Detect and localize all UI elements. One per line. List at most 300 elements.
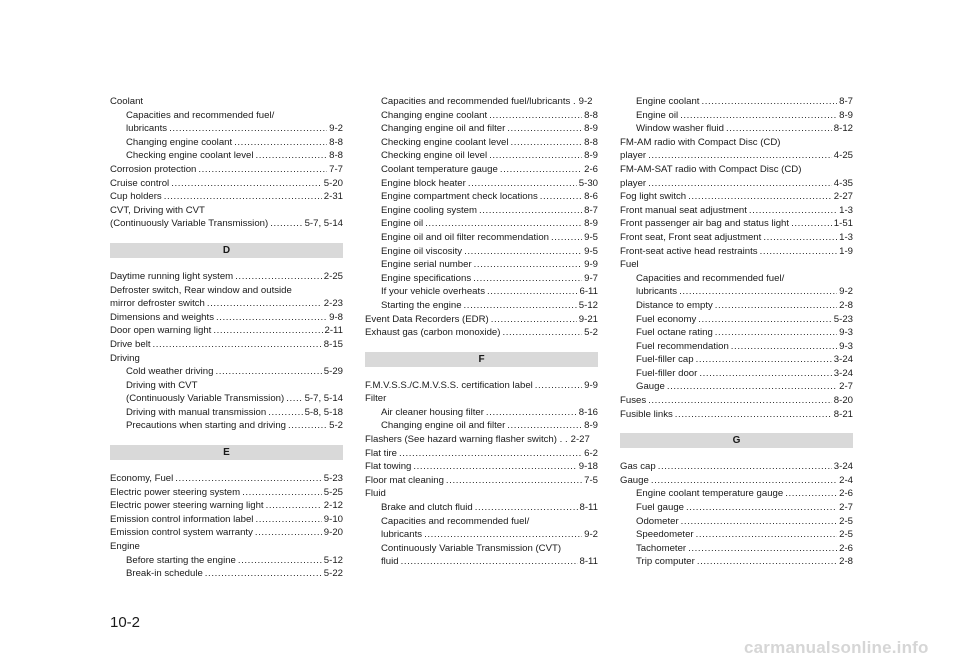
entry-page-ref: 8-7 <box>839 96 853 107</box>
entry-text: Coolant <box>110 96 144 107</box>
entry-text: Fuses <box>620 395 647 407</box>
dot-leader <box>696 353 832 367</box>
entry-text: Engine specifications <box>381 272 472 284</box>
index-entry <box>110 472 343 486</box>
index-subentry <box>110 149 343 163</box>
entry-text: Engine oil <box>636 109 679 121</box>
index-entry <box>620 394 853 408</box>
entry-text: Engine compartment check locations <box>381 191 538 203</box>
entry-page-ref: 8-8 <box>329 136 343 148</box>
entry-page-ref: 7-7 <box>329 163 343 175</box>
index-entry <box>620 177 853 191</box>
dot-leader <box>688 190 832 204</box>
entry-text: Checking engine coolant level <box>381 136 509 148</box>
entry-page-ref: 8-8 <box>584 136 598 148</box>
entry-text: Changing engine coolant <box>126 136 233 148</box>
entry-page-ref: 5-8, 5-18 <box>304 406 343 418</box>
dot-leader <box>164 190 322 204</box>
entry-text: Coolant temperature gauge <box>381 163 498 175</box>
entry-text: Fuel octane rating <box>636 327 713 339</box>
entry-page-ref: 8-11 <box>579 502 598 514</box>
entry-text: Speedometer <box>636 529 694 541</box>
dot-leader <box>198 163 327 177</box>
index-subentry <box>620 285 853 299</box>
index-entry <box>620 231 853 245</box>
entry-page-ref: 5-12 <box>323 554 343 566</box>
entry-page-ref: 2-25 <box>323 270 343 282</box>
entry-page-ref: 8-9 <box>584 218 598 230</box>
entry-text: lubricants <box>126 123 168 135</box>
entry-page-ref: 8-20 <box>833 395 853 407</box>
index-subentry <box>620 528 853 542</box>
entry-text: Continuously Variable Transmission (CVT) <box>381 542 562 554</box>
entry-page-ref: 6-11 <box>579 286 598 298</box>
index-subentry <box>365 149 598 163</box>
entry-page-ref: 8-16 <box>578 406 598 418</box>
entry-text: Changing engine coolant <box>381 109 488 121</box>
entry-text: Engine block heater <box>381 177 466 189</box>
dot-leader <box>479 204 582 218</box>
dot-leader <box>699 367 831 381</box>
entry-text: Engine serial number <box>381 259 472 271</box>
index-subentry <box>620 313 853 327</box>
dot-leader <box>507 419 582 433</box>
dot-leader <box>698 313 832 327</box>
entry-text: Filter <box>365 393 387 405</box>
dot-leader <box>491 313 577 327</box>
index-subentry <box>365 136 598 150</box>
entry-text: Door open warning light <box>110 325 212 337</box>
index-entry <box>620 190 853 204</box>
entry-text: Gas cap <box>620 461 656 473</box>
dot-leader <box>502 326 582 340</box>
index-subentry <box>365 555 598 569</box>
dot-leader <box>171 177 322 191</box>
entry-page-ref: 2-6 <box>584 163 598 175</box>
index-entry <box>110 163 343 177</box>
entry-text: Defroster switch, Rear window and outside <box>110 284 292 296</box>
entry-page-ref: 9-8 <box>329 311 343 323</box>
entry-page-ref: 9-3 <box>839 327 853 339</box>
section-letter-header: F <box>365 352 598 367</box>
entry-page-ref: 5-2 <box>329 420 343 432</box>
entry-text: Flashers (See hazard warning flasher switch) . . <box>365 434 568 446</box>
index-column-1 <box>110 95 343 581</box>
index-entry <box>365 474 598 488</box>
index-entry <box>110 204 343 218</box>
index-subentry <box>620 353 853 367</box>
entry-page-ref: 8-9 <box>839 109 853 121</box>
dot-leader <box>681 515 837 529</box>
entry-page-ref: 8-21 <box>833 408 853 420</box>
index-subentry <box>365 285 598 299</box>
entry-text: Electric power steering warning light <box>110 500 264 512</box>
entry-text: Engine coolant temperature gauge <box>636 488 784 500</box>
index-entry <box>620 408 853 422</box>
index-entry <box>110 352 343 366</box>
dot-leader <box>215 365 321 379</box>
entry-text: Electric power steering system <box>110 486 241 498</box>
dot-leader <box>696 528 838 542</box>
dot-leader <box>697 555 837 569</box>
entry-text: FM-AM-SAT radio with Compact Disc (CD) <box>620 163 802 175</box>
index-entry <box>620 204 853 218</box>
entry-page-ref: 8-12 <box>833 123 853 135</box>
entry-text: Fuel <box>620 259 639 271</box>
entry-text: lubricants <box>636 286 678 298</box>
entry-page-ref: 2-6 <box>839 488 853 500</box>
entry-text: Trip computer <box>636 556 695 568</box>
entry-text: Fuel-filler cap <box>636 354 694 366</box>
entry-page-ref: 5-25 <box>323 486 343 498</box>
dot-leader <box>413 460 576 474</box>
entry-text: mirror defroster switch <box>110 298 205 310</box>
dot-leader <box>205 567 322 581</box>
entry-page-ref: 9-21 <box>578 313 598 325</box>
index-subentry <box>365 231 598 245</box>
index-subentry <box>365 515 598 529</box>
entry-page-ref: 9-3 <box>839 340 853 352</box>
dot-leader <box>401 555 578 569</box>
index-subentry <box>620 487 853 501</box>
entry-text: Precautions when starting and driving <box>126 420 286 432</box>
dot-leader <box>701 95 837 109</box>
index-subentry <box>365 272 598 286</box>
entry-text: Drive belt <box>110 338 151 350</box>
dot-leader <box>213 324 322 338</box>
index-subentry <box>620 95 853 109</box>
entry-page-ref: 9-2 <box>329 123 343 135</box>
dot-leader <box>686 501 837 515</box>
entry-text: Engine cooling system <box>381 204 477 216</box>
dot-leader <box>715 326 837 340</box>
index-entry <box>620 245 853 259</box>
dot-leader <box>235 270 322 284</box>
index-entry <box>110 486 343 500</box>
entry-page-ref: 9-7 <box>584 272 598 284</box>
index-subentry <box>620 555 853 569</box>
dot-leader <box>464 299 577 313</box>
index-entry <box>365 487 598 501</box>
dot-leader <box>242 486 322 500</box>
entry-text: Driving with CVT <box>126 379 198 391</box>
dot-leader <box>464 245 582 259</box>
dot-leader <box>785 487 837 501</box>
index-subentry <box>365 177 598 191</box>
entry-page-ref: 5-29 <box>323 366 343 378</box>
entry-page-ref: 8-8 <box>584 109 598 121</box>
entry-page-ref: 9-2 <box>839 286 853 298</box>
index-subentry <box>620 380 853 394</box>
entry-text: Engine <box>110 541 140 553</box>
entry-text: Capacities and recommended fuel/ <box>126 109 275 121</box>
index-subentry <box>365 163 598 177</box>
entry-page-ref: 6-2 <box>584 447 598 459</box>
dot-leader <box>551 231 582 245</box>
index-subentry <box>365 217 598 231</box>
dot-leader <box>688 542 837 556</box>
entry-page-ref: 5-23 <box>323 473 343 485</box>
entry-text: Front passenger air bag and status light <box>620 218 790 230</box>
entry-page-ref: 2-8 <box>839 556 853 568</box>
entry-text: Exhaust gas (carbon monoxide) <box>365 327 501 339</box>
dot-leader <box>648 149 832 163</box>
dot-leader <box>749 204 837 218</box>
entry-page-ref: 5-7, 5-14 <box>304 218 343 230</box>
entry-text: (Continuously Variable Transmission) <box>110 218 269 230</box>
index-subentry <box>365 109 598 123</box>
index-entry <box>620 258 853 272</box>
index-subentry <box>620 515 853 529</box>
entry-text: If your vehicle overheats <box>381 286 485 298</box>
entry-text: Floor mat cleaning <box>365 474 444 486</box>
dot-leader <box>238 554 322 568</box>
dot-leader <box>489 109 582 123</box>
dot-leader <box>473 272 582 286</box>
index-subentry <box>365 95 598 109</box>
entry-page-ref: 2-6 <box>839 542 853 554</box>
entry-page-ref: 8-11 <box>579 556 598 568</box>
index-subentry <box>110 406 343 420</box>
entry-text: Corrosion protection <box>110 163 197 175</box>
entry-text: Engine oil viscosity <box>381 245 463 257</box>
index-subentry <box>110 136 343 150</box>
entry-text: Fuel gauge <box>636 502 685 514</box>
index-entry <box>620 474 853 488</box>
entry-page-ref: 1-3 <box>839 204 853 216</box>
entry-page-ref: 8-15 <box>323 338 343 350</box>
entry-page-ref: 2-27 <box>570 434 590 446</box>
entry-text: Economy, Fuel <box>110 473 174 485</box>
index-subentry <box>620 340 853 354</box>
entry-page-ref: 4-35 <box>833 177 853 189</box>
entry-text: Capacities and recommended fuel/ <box>381 515 530 527</box>
index-subentry <box>365 419 598 433</box>
dot-leader <box>399 447 582 461</box>
index-entry <box>110 324 343 338</box>
entry-page-ref: 2-27 <box>833 191 853 203</box>
index-entry <box>110 311 343 325</box>
dot-leader <box>446 474 582 488</box>
dot-leader <box>268 406 302 420</box>
index-subentry <box>110 567 343 581</box>
entry-page-ref: 2-23 <box>323 298 343 310</box>
entry-text: F.M.V.S.S./C.M.V.S.S. certification label <box>365 379 533 391</box>
entry-page-ref: 5-20 <box>323 177 343 189</box>
section-letter-header: D <box>110 243 343 258</box>
entry-text: Front-seat active head restraints <box>620 245 758 257</box>
entry-text: Engine coolant <box>636 96 700 107</box>
entry-text: Fuel recommendation <box>636 340 729 352</box>
entry-text: player <box>620 150 647 162</box>
index-entry <box>110 217 343 231</box>
dot-leader <box>675 408 832 422</box>
index-entry <box>365 433 598 447</box>
entry-page-ref: 8-9 <box>584 150 598 162</box>
entry-text: Air cleaner housing filter <box>381 406 484 418</box>
entry-page-ref: 8-9 <box>584 420 598 432</box>
index-subentry <box>620 501 853 515</box>
dot-leader <box>507 122 582 136</box>
index-subentry <box>110 554 343 568</box>
index-entry <box>110 95 343 109</box>
entry-text: Emission control system warranty <box>110 527 253 539</box>
dot-leader <box>270 217 302 231</box>
entry-text: Checking engine coolant level <box>126 150 254 162</box>
index-entry <box>110 297 343 311</box>
watermark: carmanualsonline.info <box>744 638 929 657</box>
index-subentry <box>110 122 343 136</box>
dot-leader <box>288 419 327 433</box>
index-subentry <box>110 365 343 379</box>
entry-text: Brake and clutch fluid <box>381 502 473 514</box>
section-letter-header: E <box>110 445 343 460</box>
entry-text: Flat towing <box>365 461 412 473</box>
index-entry <box>365 447 598 461</box>
dot-leader <box>286 392 302 406</box>
entry-page-ref: 5-22 <box>323 568 343 580</box>
entry-text: Front manual seat adjustment <box>620 204 747 216</box>
entry-page-ref: 2-31 <box>323 191 343 203</box>
entry-text: Fusible links <box>620 408 673 420</box>
index-subentry <box>365 406 598 420</box>
entry-text: Distance to empty <box>636 299 713 311</box>
entry-text: Odometer <box>636 515 679 527</box>
index-entry <box>110 513 343 527</box>
entry-text: Changing engine oil and filter <box>381 420 506 432</box>
dot-leader <box>424 528 582 542</box>
entry-page-ref: 2-7 <box>839 381 853 393</box>
dot-leader <box>474 258 582 272</box>
index-entry <box>110 338 343 352</box>
entry-page-ref: 8-8 <box>329 150 343 162</box>
dot-leader <box>425 217 582 231</box>
entry-page-ref: 9-5 <box>584 245 598 257</box>
entry-page-ref: 5-7, 5-14 <box>304 393 343 405</box>
entry-page-ref: 9-9 <box>584 379 598 391</box>
entry-text: lubricants <box>381 529 423 541</box>
entry-page-ref: 5-30 <box>578 177 598 189</box>
index-subentry <box>365 190 598 204</box>
entry-text: Fluid <box>365 488 386 500</box>
entry-text: Dimensions and weights <box>110 311 214 323</box>
entry-text: Window washer fluid <box>636 123 724 135</box>
dot-leader <box>535 379 582 393</box>
entry-page-ref: 2-11 <box>324 325 343 337</box>
section-letter-header: G <box>620 433 853 448</box>
dot-leader <box>540 190 582 204</box>
entry-page-ref: 5-2 <box>584 327 598 339</box>
index-subentry <box>110 109 343 123</box>
index-subentry <box>365 122 598 136</box>
dot-leader <box>726 122 832 136</box>
entry-page-ref: 2-4 <box>839 474 853 486</box>
index-entry <box>110 499 343 513</box>
dot-leader <box>500 163 582 177</box>
entry-page-ref: 8-6 <box>584 191 598 203</box>
dot-leader <box>255 526 322 540</box>
index-entry <box>110 190 343 204</box>
dot-leader <box>487 285 578 299</box>
index-entry <box>365 326 598 340</box>
index-subentry <box>365 542 598 556</box>
dot-leader <box>791 217 832 231</box>
entry-page-ref: 1-9 <box>839 245 853 257</box>
index-column-2 <box>365 95 598 569</box>
entry-text: Fuel economy <box>636 313 697 325</box>
index-subentry <box>620 367 853 381</box>
entry-text: Driving with manual transmission <box>126 406 267 418</box>
dot-leader <box>680 109 837 123</box>
entry-page-ref: 9-2 <box>578 96 593 107</box>
index-subentry <box>620 109 853 123</box>
entry-text: Emission control information label <box>110 513 254 525</box>
entry-text: CVT, Driving with CVT <box>110 204 205 216</box>
page-number: 10-2 <box>110 614 141 631</box>
entry-page-ref: 2-5 <box>839 529 853 541</box>
index-entry <box>620 163 853 177</box>
dot-leader <box>216 311 327 325</box>
index-subentry <box>365 528 598 542</box>
dot-leader <box>255 513 321 527</box>
dot-leader <box>489 149 582 163</box>
dot-leader <box>266 499 322 513</box>
index-entry <box>110 270 343 284</box>
dot-leader <box>486 406 577 420</box>
entry-text: player <box>620 177 647 189</box>
index-entry <box>365 313 598 327</box>
entry-page-ref: 7-5 <box>584 474 598 486</box>
dot-leader <box>763 231 837 245</box>
index-subentry <box>365 204 598 218</box>
index-column-3 <box>620 95 853 569</box>
index-entry <box>365 379 598 393</box>
entry-page-ref: 9-5 <box>584 231 598 243</box>
entry-text: Checking engine oil level <box>381 150 488 162</box>
dot-leader <box>468 177 577 191</box>
entry-page-ref: 9-2 <box>584 529 598 541</box>
entry-text: Starting the engine <box>381 299 462 311</box>
index-entry <box>110 177 343 191</box>
dot-leader <box>648 177 832 191</box>
index-subentry <box>365 258 598 272</box>
entry-text: Break-in schedule <box>126 568 203 580</box>
dot-leader <box>658 460 832 474</box>
dot-leader <box>175 472 322 486</box>
entry-page-ref: 1-51 <box>833 218 853 230</box>
dot-leader <box>255 149 327 163</box>
entry-page-ref: 8-9 <box>584 123 598 135</box>
index-subentry <box>620 122 853 136</box>
index-subentry <box>365 245 598 259</box>
dot-leader <box>648 394 832 408</box>
entry-text: Gauge <box>620 474 649 486</box>
dot-leader <box>234 136 327 150</box>
index-entry <box>365 460 598 474</box>
entry-text: Engine oil and oil filter recommendation <box>381 231 549 243</box>
dot-leader <box>651 474 837 488</box>
entry-page-ref: 2-7 <box>839 502 853 514</box>
entry-page-ref: 9-20 <box>323 527 343 539</box>
entry-text: Event Data Recorders (EDR) <box>365 313 489 325</box>
index-entry <box>110 284 343 298</box>
index-entry <box>620 149 853 163</box>
entry-page-ref: 3-24 <box>833 367 853 379</box>
dot-leader <box>153 338 322 352</box>
index-entry <box>110 526 343 540</box>
index-subentry <box>110 419 343 433</box>
entry-text: fluid <box>381 556 399 568</box>
